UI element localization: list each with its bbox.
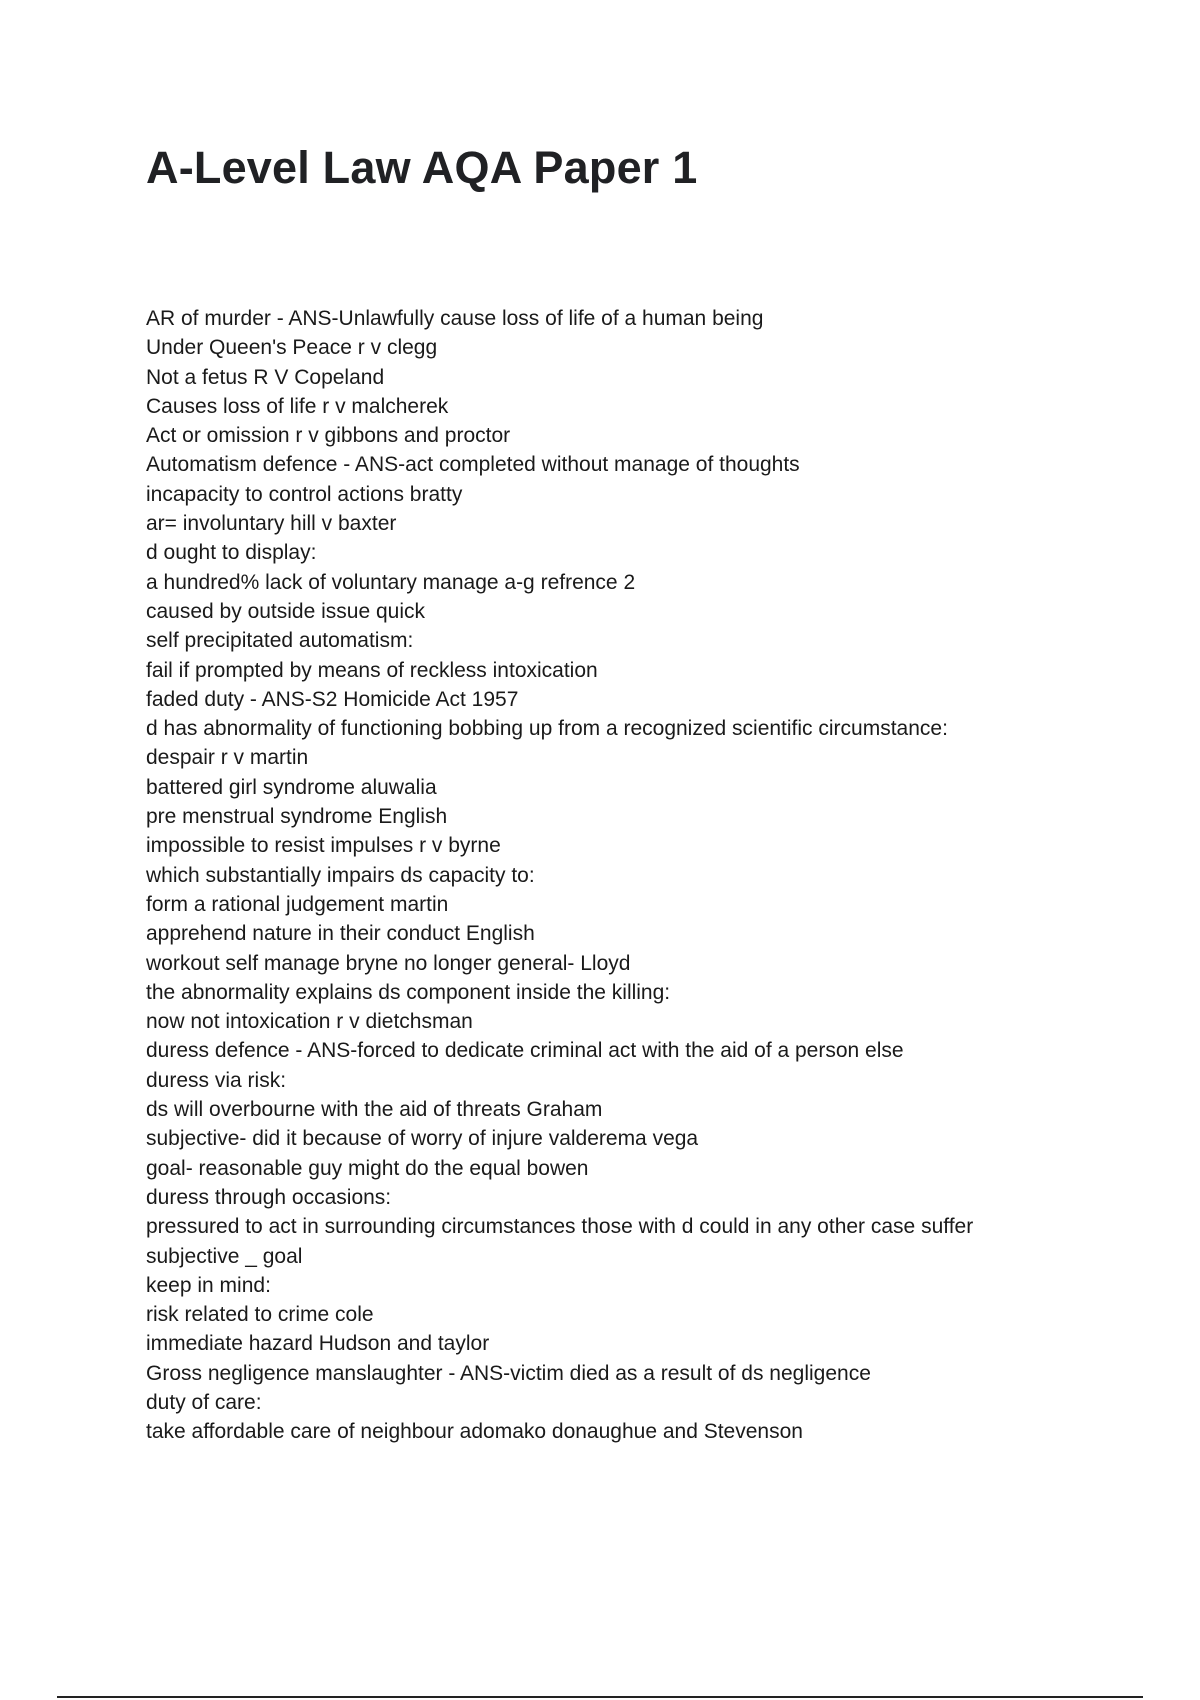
text-line: immediate hazard Hudson and taylor: [146, 1332, 490, 1356]
text-line: ar= involuntary hill v baxter: [146, 512, 397, 536]
text-line: goal- reasonable guy might do the equal bowen: [146, 1156, 589, 1180]
text-line: Act or omission r v gibbons and proctor: [146, 424, 511, 448]
text-line: the abnormality explains ds component inside the killing:: [146, 980, 671, 1004]
text-line: form a rational judgement martin: [146, 892, 449, 916]
text-line: now not intoxication r v dietchsman: [146, 1010, 473, 1034]
text-line: battered girl syndrome aluwalia: [146, 775, 437, 799]
text-line: incapacity to control actions bratty: [146, 482, 463, 506]
text-line: which substantially impairs ds capacity to:: [146, 863, 535, 887]
text-line: caused by outside issue quick: [146, 599, 425, 623]
text-line: Automatism defence - ANS-act completed without manage of thoughts: [146, 453, 800, 477]
document-body: [146, 304, 1146, 1447]
text-line: duty of care:: [146, 1390, 262, 1414]
text-line: pressured to act in surrounding circumstances those with d could in any other case suffer: [146, 1215, 974, 1239]
text-line: fail if prompted by means of reckless intoxication: [146, 658, 598, 682]
text-line: subjective _ goal: [146, 1244, 303, 1268]
text-line: duress through occasions:: [146, 1185, 392, 1209]
text-line: subjective- did it because of worry of injure valderema vega: [146, 1127, 699, 1151]
text-line: impossible to resist impulses r v byrne: [146, 834, 501, 858]
text-line: risk related to crime cole: [146, 1303, 374, 1327]
text-line: apprehend nature in their conduct English: [146, 922, 535, 946]
text-line: pre menstrual syndrome English: [146, 805, 448, 829]
text-line: AR of murder - ANS-Unlawfully cause loss of life of a human being: [146, 307, 764, 330]
text-line: duress via risk:: [146, 1068, 287, 1092]
text-line: Gross negligence manslaughter - ANS-victim died as a result of ds negligence: [146, 1361, 871, 1385]
text-line: a hundred% lack of voluntary manage a-g refrence 2: [146, 570, 636, 594]
text-line: keep in mind:: [146, 1273, 271, 1297]
text-line: Causes loss of life r v malcherek: [146, 394, 449, 418]
text-line: duress defence - ANS-forced to dedicate criminal act with the aid of a person else: [146, 1039, 904, 1063]
text-line: self precipitated automatism:: [146, 629, 414, 653]
document-title: A-Level Law AQA Paper 1: [146, 142, 698, 193]
text-line: Not a fetus R V Copeland: [146, 365, 385, 389]
text-line: faded duty - ANS-S2 Homicide Act 1957: [146, 687, 519, 711]
footer-divider: [57, 1696, 1143, 1698]
text-line: d has abnormality of functioning bobbing up from a recognized scientific circumstance:: [146, 717, 948, 741]
text-line: d ought to display:: [146, 541, 317, 565]
text-line: despair r v martin: [146, 746, 309, 770]
text-line: ds will overbourne with the aid of threats Graham: [146, 1098, 603, 1122]
text-line: Under Queen's Peace r v clegg: [146, 336, 438, 360]
text-line: take affordable care of neighbour adomako donaughue and Stevenson: [146, 1420, 803, 1444]
text-line: workout self manage bryne no longer general- Lloyd: [146, 951, 631, 975]
